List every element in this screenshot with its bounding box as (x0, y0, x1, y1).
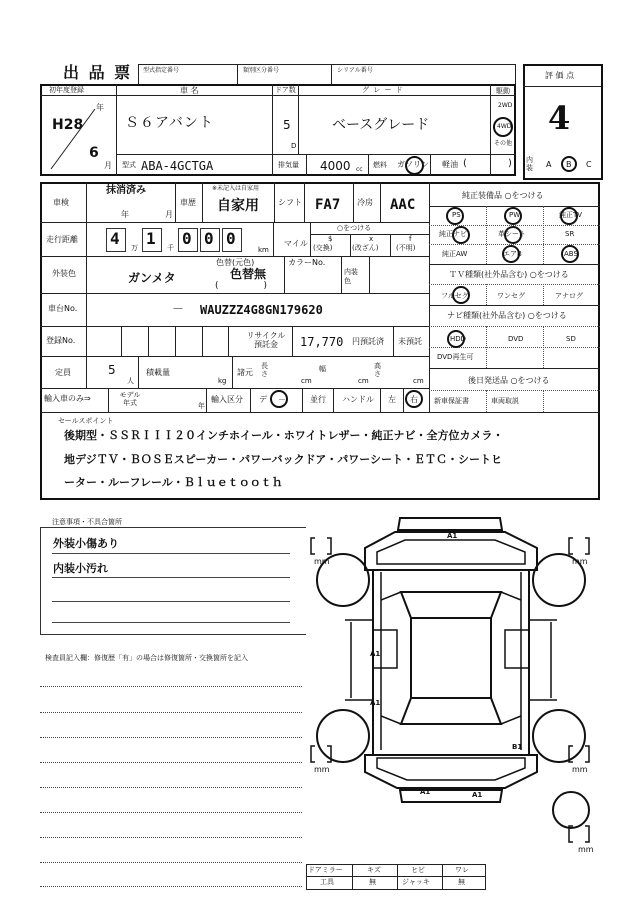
gasoline-circle (405, 156, 424, 175)
mark-rear-a1-2: A1 (472, 791, 483, 799)
mark-front-a1: A1 (447, 532, 458, 540)
naga-cm: cm (301, 377, 312, 385)
recycle-label: リサイクル預託金 (246, 331, 286, 349)
naiso-iro-label: 内装色 (344, 268, 358, 285)
import-kubun-label: 輸入区分 (211, 395, 243, 404)
interior-grade-b: B (566, 160, 572, 169)
shaken-month-unit: 月 (165, 210, 173, 219)
doors: 5 (283, 118, 291, 132)
katashiki-label: 型式 (122, 161, 136, 169)
haiki-label: 排気量 (278, 161, 299, 169)
kudo-label: 駆動 (496, 87, 510, 95)
vin-label: 車台No. (48, 304, 78, 313)
kaizan-sym: x (369, 235, 374, 243)
displacement: 4000 (320, 159, 351, 173)
sunpo-label: 諸元 (237, 368, 253, 377)
kokan: (交換) (313, 244, 333, 252)
handle-left: 左 (388, 395, 396, 404)
haba-label: 幅 (319, 365, 326, 373)
model-year-unit: 年 (198, 402, 205, 410)
option-leather: 革シート (498, 230, 526, 238)
mileage-digit-2: 1 (146, 229, 156, 248)
navi-title: ナビ種類(社外品含む) ○をつける (447, 311, 567, 320)
mileage-circle-note: ○をつける (337, 224, 372, 232)
score-value: 4 (548, 99, 571, 137)
year-unit: 年 (96, 103, 104, 112)
shaleki-label: 車歴 (180, 198, 196, 207)
naiso-label: 内装 (526, 156, 533, 172)
interior-grade-c: C (586, 160, 592, 169)
color-label: 外装色 (52, 269, 76, 278)
option-navi: 純正ナビ (439, 230, 467, 238)
option-aw: 純正AW (442, 250, 468, 258)
kudo-4wd-circle (493, 117, 513, 137)
table-value-jack: ジャッキ (402, 878, 430, 886)
car-damage-diagram (305, 510, 605, 860)
shift-value: FA7 (315, 197, 341, 213)
fumei: (不明) (396, 244, 416, 252)
keiyu: 軽油 (442, 160, 458, 169)
month-unit: 月 (104, 161, 112, 170)
cc-unit: cc (356, 166, 363, 173)
kojitsu-manual: 車両取説 (491, 397, 519, 405)
gasoline: ガソリン (397, 160, 429, 169)
table-header-ware: ワレ (455, 866, 469, 874)
registration-label: 登録No. (46, 336, 76, 345)
dvd-playback: DVD再生可 (437, 353, 474, 361)
option-pw: PW (509, 211, 521, 219)
handle-right-circle (405, 390, 423, 408)
fuel-paren-open: ( (463, 158, 467, 169)
shaken-label: 車検 (53, 198, 69, 207)
door-unit: D (291, 142, 297, 150)
sales-point-line-3: ーター・ルーフレール・Ｂｌｕｅｔｏｏｔｈ (64, 476, 283, 489)
table-header-hibi: ヒビ (411, 866, 425, 874)
import-de: デ (259, 395, 267, 404)
sales-point-line-2: 地デジＴＶ・ＢＯＳＥスピーカー・パワーバックドア・パワーシート・ＥＴＣ・シートヒ (64, 453, 503, 466)
model-code: ABA-4GCTGA (141, 159, 214, 173)
interior-grade-a: A (546, 160, 552, 169)
option-airbag: エアB (503, 250, 522, 258)
option-tv: 純正TV (559, 211, 583, 219)
kaizan: (改ざん) (352, 244, 379, 252)
door-label: ドア数 (275, 86, 296, 94)
inspector-label: 検査員記入欄：修復歴「有」の場合は修復箇所・交換箇所を記入 (45, 654, 248, 662)
grade-label: グ レ ー ド (362, 86, 404, 94)
mm-rear-right: mm (572, 765, 588, 774)
mm-spare: mm (578, 845, 594, 854)
shonendo-label: 初年度登録 (49, 86, 84, 94)
kudo-4wd: 4WD (497, 123, 512, 130)
navi-sd: SD (566, 335, 576, 343)
fuel-paren-close: ) (508, 158, 512, 169)
katashiki-nintei-label: 型式指定番号 (143, 67, 180, 74)
mark-left-lower-a1: A1 (370, 699, 381, 707)
ac-value: AAC (390, 197, 416, 213)
vin-value: WAUZZZ4G8GN179620 (200, 303, 323, 317)
color-no-label: カラーNo. (288, 258, 326, 267)
teiin-label: 定員 (55, 368, 71, 377)
mark-rear-a1: A1 (420, 788, 431, 796)
table-header-mirror: ドアミラー (308, 866, 343, 874)
recycle-amount: 17,770 (300, 335, 344, 349)
history-note: ※未記入は自家用 (212, 185, 260, 192)
ruibetsu-label: 類別区分番号 (243, 67, 280, 74)
kudo-2wd: 2WD (498, 102, 513, 109)
sen-unit: 千 (167, 244, 174, 252)
sales-point-label: セールスポイント (58, 417, 114, 425)
form-title: 出 品 票 (63, 63, 133, 82)
mileage-digit-3: 0 (182, 229, 192, 248)
mileage-label: 走行距離 (46, 235, 78, 244)
header-code-boxes (138, 64, 516, 86)
fumei-sym: f (409, 235, 412, 243)
shaken-value: 抹消済み (106, 185, 146, 196)
haba-cm: cm (358, 377, 369, 385)
import-i: － (278, 395, 286, 404)
import-circle (270, 390, 288, 408)
man-unit: 万 (131, 244, 138, 252)
vin-dash: － (172, 302, 185, 316)
serial-label: シリアル番号 (337, 67, 373, 74)
taka-cm: cm (413, 377, 424, 385)
recycle-yotaku-zumi: 円預託済 (352, 337, 384, 346)
car-history: 自家用 (217, 198, 259, 214)
km-unit: km (258, 246, 269, 254)
mark-left-a1: A1 (370, 650, 381, 658)
mm-front-right: mm (572, 557, 588, 566)
nin-unit: 人 (127, 377, 134, 385)
option-abs: ABS (564, 250, 578, 258)
grade: ベースグレード (332, 117, 430, 133)
reibo-label: 冷房 (357, 198, 373, 207)
naga-label: 長さ (261, 362, 268, 378)
tv-title: ＴＶ種類(社外品含む) ○をつける (449, 270, 569, 279)
nenryo-label: 燃料 (373, 161, 387, 169)
table-value-kogu-status: 無 (369, 878, 376, 886)
options-title: 純正装備品 ○をつける (462, 191, 544, 200)
shamei-label: 車 名 (180, 86, 199, 95)
iro-kae-paren: ( ) (215, 281, 268, 291)
tv-analog: アナログ (555, 292, 583, 300)
note-line-1: 外装小傷あり (53, 537, 119, 550)
option-sr: SR (565, 230, 575, 238)
era-year: H28 (52, 117, 84, 133)
option-ps: PS (452, 211, 461, 219)
heiko-label: 並行 (310, 395, 326, 404)
kokan-sym: $ (328, 235, 333, 243)
exterior-color: ガンメタ (128, 271, 176, 285)
score-label: 評 価 点 (545, 71, 575, 80)
handle-label: ハンドル (342, 395, 374, 404)
mm-front-left: mm (314, 557, 330, 566)
table-value-kogu: 工具 (320, 878, 334, 886)
kg-unit: kg (218, 377, 227, 385)
iro-kae-label: 色替(元色) (216, 258, 255, 267)
teiin-value: 5 (108, 363, 116, 377)
sales-point-line-1: 後期型・ＳＳＲＩＩＩ２０インチホイール・ホワイトレザー・純正ナビ・全方位カメラ・ (64, 429, 504, 442)
shift-label: シフト (278, 198, 302, 207)
note-line-2: 内装小汚れ (53, 562, 108, 575)
iro-kae-value: 色替無 (230, 267, 267, 281)
mileage-digit-4: 0 (204, 229, 214, 248)
mark-right-b1: B1 (512, 743, 523, 751)
kudo-other: その他 (494, 140, 513, 147)
sekisai-label: 積載量 (146, 368, 170, 377)
table-header-kizu: キズ (367, 866, 381, 874)
import-label: 輸入車のみ⇒ (44, 394, 91, 403)
month: 6 (89, 145, 99, 161)
notes-label: 注意事項・不具合箇所 (52, 518, 122, 526)
navi-dvd: DVD (508, 335, 524, 343)
tv-fullseg: フルセグ (441, 292, 469, 300)
mileage-digit-1: 4 (110, 229, 120, 248)
shaken-year-unit: 年 (121, 210, 129, 219)
car-name: Ｓ６アバント (125, 115, 214, 131)
recycle-mi-yotaku: 未預託 (398, 337, 422, 346)
mile-label: マイル (284, 239, 308, 248)
mileage-digit-5: 0 (226, 229, 236, 248)
interior-grade-circle (561, 156, 577, 172)
taka-label: 高さ (374, 362, 381, 378)
kojitsu-warranty: 新車保証書 (434, 397, 469, 405)
mm-rear-left: mm (314, 765, 330, 774)
tv-oneseg: ワンセグ (497, 292, 525, 300)
model-year-label: モデル年式 (119, 391, 141, 407)
navi-hdd: HDD (450, 335, 467, 343)
handle-right: 右 (410, 395, 418, 404)
table-value-jack-status: 無 (458, 878, 465, 886)
kojitsu-title: 後日発送品 ○をつける (468, 376, 550, 385)
